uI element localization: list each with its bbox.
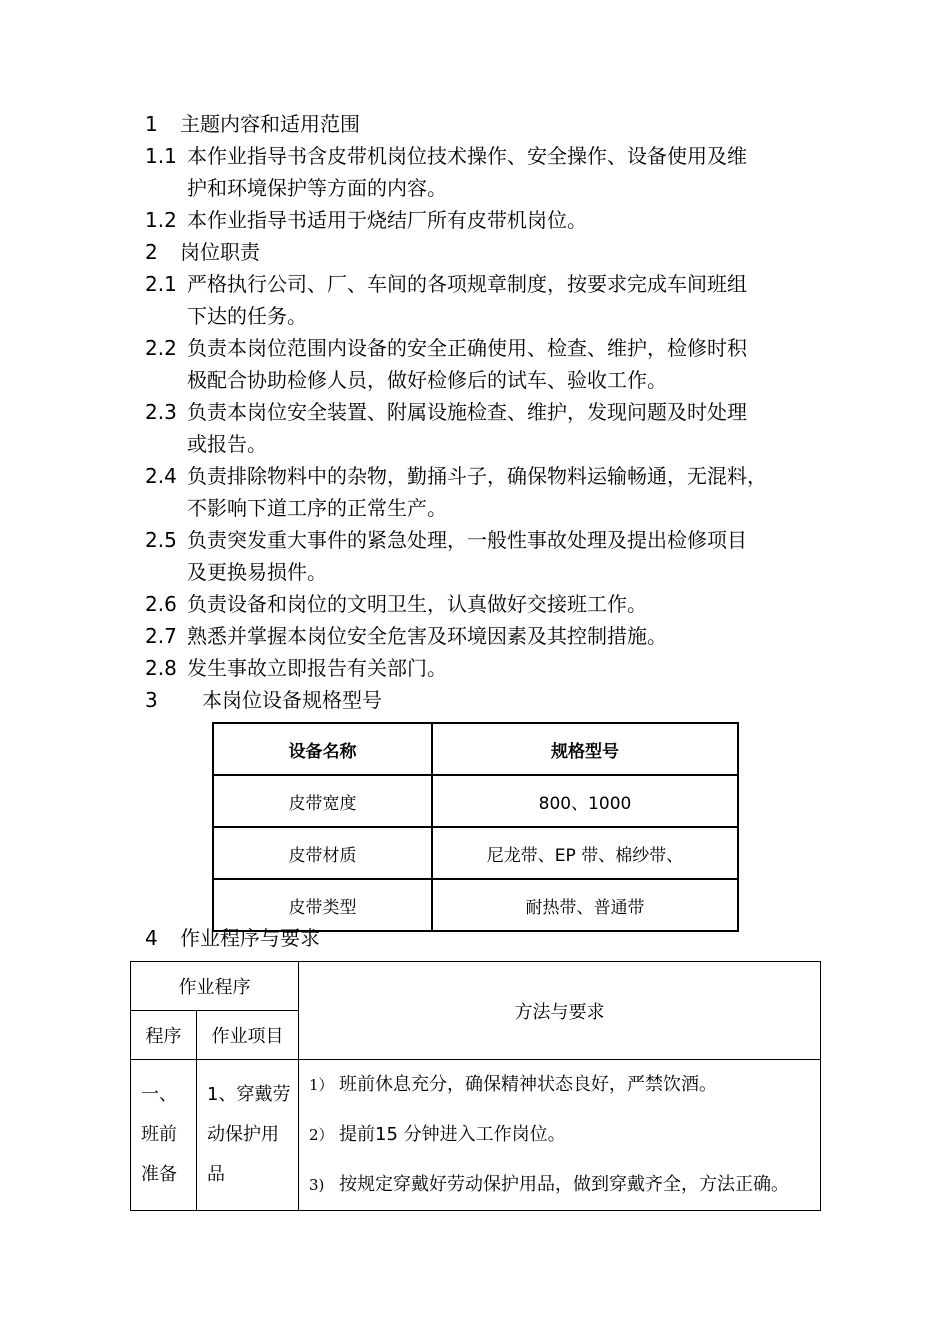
- clause-number: 1.1: [145, 144, 177, 168]
- step-number: 1）: [309, 1076, 334, 1094]
- step-text: 班前休息充分，确保精神状态良好，严禁饮酒。: [339, 1074, 717, 1095]
- step-line: [309, 1060, 820, 1110]
- section-number: 4: [145, 926, 158, 950]
- header-seq: 程序: [131, 1011, 197, 1060]
- section-number: 2: [145, 240, 158, 264]
- clause-text: 本作业指导书适用于烧结厂所有皮带机岗位。: [187, 208, 587, 232]
- step-number: 2）: [309, 1126, 334, 1144]
- cell-name: 皮带类型: [213, 879, 432, 931]
- cell-spec: 800、1000: [432, 775, 738, 827]
- cell-name: 皮带宽度: [213, 775, 432, 827]
- header-procedure-group: 作业程序: [131, 962, 299, 1011]
- cell-seq: [131, 1060, 197, 1211]
- section-number: 1: [145, 112, 158, 136]
- table-header-row: [213, 723, 738, 775]
- section-title: 本岗位设备规格型号: [202, 688, 382, 712]
- clause-text: 负责本岗位安全装置、附属设施检查、维护，发现问题及时处理: [187, 400, 747, 424]
- clause-text-cont: 护和环境保护等方面的内容。: [187, 176, 447, 200]
- section-title: 主题内容和适用范围: [180, 112, 360, 136]
- clause-text: 熟悉并掌握本岗位安全危害及环境因素及其控制措施。: [187, 624, 667, 648]
- table-row: [131, 1060, 821, 1211]
- section-title: 作业程序与要求: [180, 926, 320, 950]
- clause-number: 2.8: [145, 656, 177, 680]
- clause-number: 2.1: [145, 272, 177, 296]
- clause-number: 2.3: [145, 400, 177, 424]
- seq-line: 准备: [141, 1164, 177, 1185]
- item-line: 品: [207, 1164, 225, 1185]
- step-line: [309, 1160, 820, 1210]
- clause-text: 负责本岗位范围内设备的安全正确使用、检查、维护，检修时积: [187, 336, 747, 360]
- procedure-table: [130, 961, 821, 1211]
- step-text: 按规定穿戴好劳动保护用品，做到穿戴齐全，方法正确。: [339, 1174, 789, 1195]
- table-header-row: [131, 962, 821, 1011]
- clause-number: 2.2: [145, 336, 177, 360]
- header-equipment-name: 设备名称: [213, 723, 432, 775]
- section-title: 岗位职责: [180, 240, 260, 264]
- item-line: 动保护用: [207, 1124, 279, 1145]
- clause-number: 2.4: [145, 464, 177, 488]
- cell-spec: 尼龙带、EP 带、棉纱带、: [432, 827, 738, 879]
- section-number: 3: [145, 688, 158, 712]
- step-text: 提前15 分钟进入工作岗位。: [339, 1124, 566, 1145]
- clause-text: 严格执行公司、厂、车间的各项规章制度，按要求完成车间班组: [187, 272, 747, 296]
- clause-text: 负责排除物料中的杂物，勤捅斗子，确保物料运输畅通，无混料，: [187, 464, 767, 488]
- clause-text-cont: 极配合协助检修人员，做好检修后的试车、验收工作。: [187, 368, 667, 392]
- clause-text: 发生事故立即报告有关部门。: [187, 656, 447, 680]
- cell-spec: 耐热带、普通带: [432, 879, 738, 931]
- clause-number: 2.5: [145, 528, 177, 552]
- cell-item: [197, 1060, 299, 1211]
- step-number: 3): [309, 1176, 325, 1194]
- seq-line: 班前: [141, 1124, 177, 1145]
- cell-name: 皮带材质: [213, 827, 432, 879]
- clause-number: 2.6: [145, 592, 177, 616]
- clause-text-cont: 及更换易损件。: [187, 560, 327, 584]
- clause-text-cont: 或报告。: [187, 432, 267, 456]
- clause-text: 负责突发重大事件的紧急处理，一般性事故处理及提出检修项目: [187, 528, 747, 552]
- clause-text: 本作业指导书含皮带机岗位技术操作、安全操作、设备使用及维: [187, 144, 747, 168]
- equipment-spec-table: [212, 722, 739, 932]
- clause-text: 负责设备和岗位的文明卫生，认真做好交接班工作。: [187, 592, 647, 616]
- table-row: [213, 827, 738, 879]
- clause-text-cont: 不影响下道工序的正常生产。: [187, 496, 447, 520]
- clause-text-cont: 下达的任务。: [187, 304, 307, 328]
- header-method: 方法与要求: [299, 962, 821, 1060]
- table-row: [213, 775, 738, 827]
- header-item: 作业项目: [197, 1011, 299, 1060]
- seq-line: 一、: [141, 1084, 177, 1105]
- item-line: 1、穿戴劳: [207, 1084, 291, 1105]
- clause-number: 2.7: [145, 624, 177, 648]
- cell-method: [299, 1060, 821, 1211]
- clause-number: 1.2: [145, 208, 177, 232]
- header-spec-model: 规格型号: [432, 723, 738, 775]
- step-line: [309, 1110, 820, 1160]
